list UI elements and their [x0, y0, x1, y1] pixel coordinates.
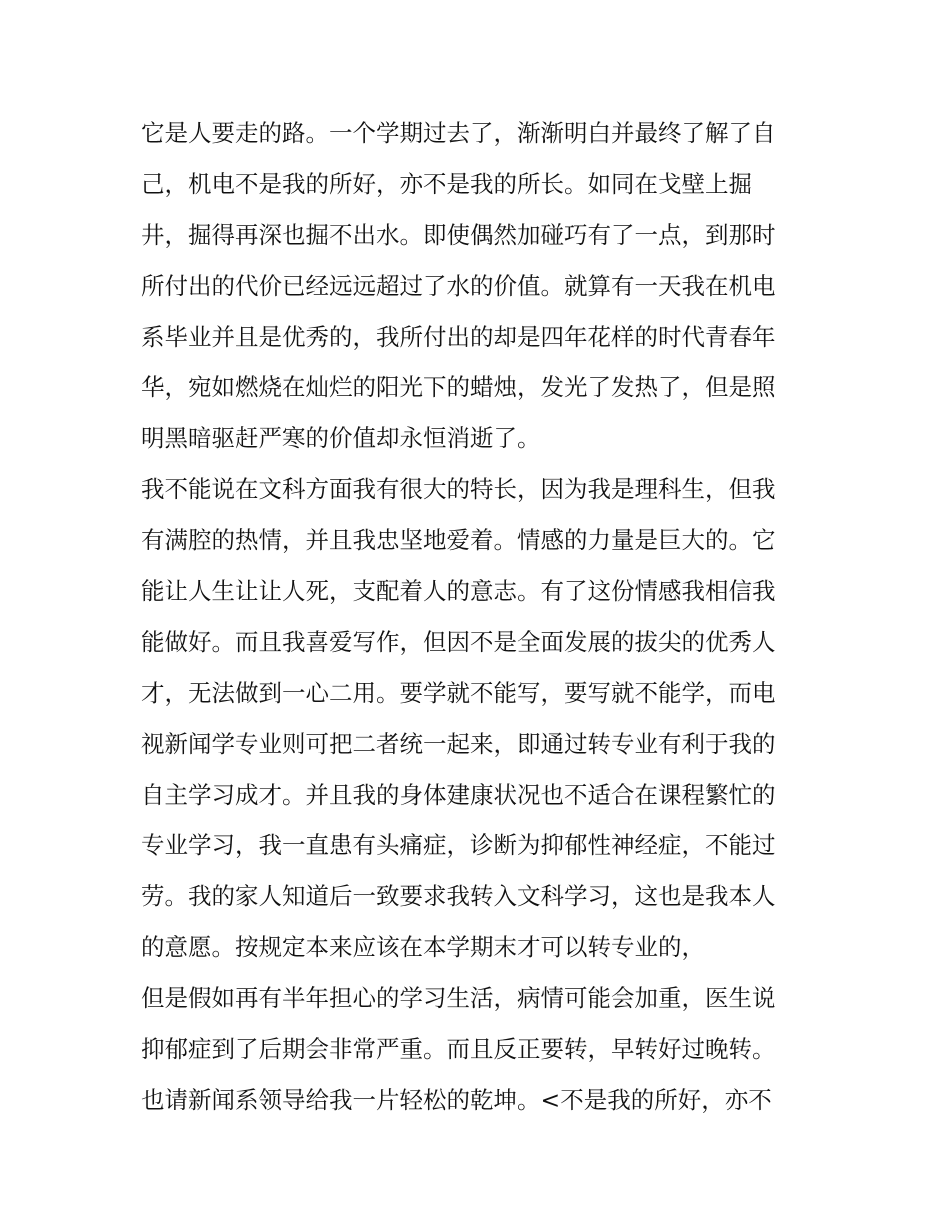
text-line: 井，掘得再深也掘不出水。即使偶然加碰巧有了一点，到那时: [141, 220, 776, 249]
text-line: 它是人要走的路。一个学期过去了，渐渐明白并最终了解了自: [141, 119, 776, 147]
text-line: 也请新闻系领导给我一片轻松的乾坤。<不是我的所好，亦不: [141, 1085, 772, 1114]
text-line: 自主学习成才。并且我的身体建康状况也不适合在课程繁忙的: [141, 780, 776, 809]
text-line: 抑郁症到了后期会非常严重。而且反正要转，早转好过晚转。: [141, 1035, 776, 1064]
text-line: 的意愿。按规定本来应该在本学期末才可以转专业的，: [141, 933, 705, 962]
text-line: 系毕业并且是优秀的，我所付出的却是四年花样的时代青春年: [141, 322, 776, 351]
text-line: 能让人生让让人死，支配着人的意志。有了这份情感我相信我: [141, 577, 776, 606]
text-line: 我不能说在文科方面我有很大的特长，因为我是理科生，但我: [141, 475, 776, 504]
text-line: 但是假如再有半年担心的学习生活，病情可能会加重，医生说: [141, 984, 776, 1013]
text-line: 所付出的代价已经远远超过了水的价值。就算有一天我在机电: [141, 271, 776, 300]
text-line: 专业学习，我一直患有头痛症，诊断为抑郁性神经症，不能过: [141, 831, 776, 860]
body-text: [141, 108, 821, 1126]
text-line: 才，无法做到一心二用。要学就不能写，要写就不能学，而电: [141, 678, 776, 707]
text-line: 有满腔的热情，并且我忠坚地爱着。情感的力量是巨大的。它: [141, 526, 776, 555]
text-line: 己，机电不是我的所好，亦不是我的所长。如同在戈壁上掘: [141, 169, 752, 198]
text-line: 明黑暗驱赶严寒的价值却永恒消逝了。: [141, 424, 541, 453]
text-line: 华，宛如燃烧在灿烂的阳光下的蜡烛，发光了发热了，但是照: [141, 373, 776, 402]
text-line: 视新闻学专业则可把二者统一起来，即通过转专业有利于我的: [141, 729, 776, 758]
text-line: 能做好。而且我喜爱写作，但因不是全面发展的拔尖的优秀人: [141, 627, 776, 656]
text-line: 劳。我的家人知道后一致要求我转入文科学习，这也是我本人: [141, 882, 776, 911]
